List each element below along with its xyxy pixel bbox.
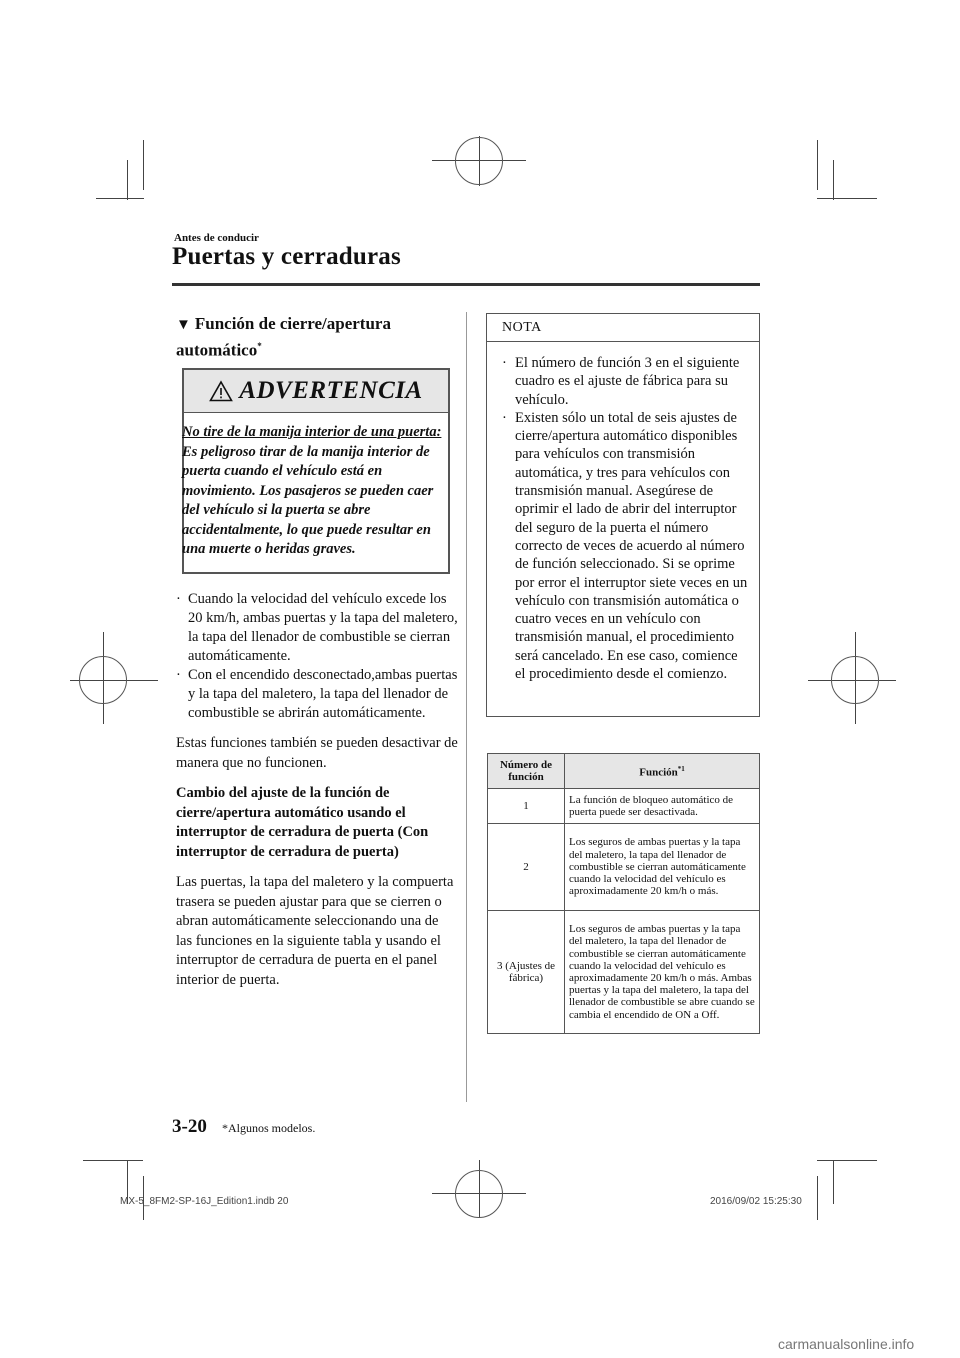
table-row: 1 La función de bloqueo automático de puerta puede ser desactivada. <box>488 789 760 824</box>
warning-title: ADVERTENCIA <box>239 377 423 404</box>
paragraph: Las puertas, la tapa del maletero y la compuerta trasera se pueden ajustar para que se cierren o abran automáticamente seleccionando una de las funciones en la siguiente tabla y usando el interruptor de cerradura de puerta en el panel interior de puerta. <box>176 874 454 988</box>
print-slug-date: 2016/09/02 15:25:30 <box>710 1196 802 1207</box>
list-item: · Con el encendido desconectado,ambas puertas y la tapa del maletero, la tapa del llenador de combustible se abrirán automáticamente. <box>176 667 458 721</box>
watermark: carmanualsonline.info <box>778 1336 915 1352</box>
warning-icon <box>209 380 233 402</box>
title-rule <box>172 283 760 286</box>
warning-box <box>182 368 450 574</box>
warning-body <box>182 413 448 560</box>
column-header-number: Número de función <box>488 754 565 789</box>
note-box <box>486 313 760 717</box>
page-title: Puertas y cerraduras <box>172 243 401 270</box>
footnote: *Algunos modelos. <box>222 1121 316 1135</box>
table-row: 2 Los seguros de ambas puertas y la tapa del maletero, la tapa del llenador de combustible se cierran automáticamente cuando la velocidad del vehículo es aproximadamente 20 km/h o más. <box>488 824 760 911</box>
subheading: Cambio del ajuste de la función de cierre/apertura automático usando el interruptor de cerradura de puerta (Con interruptor de cerradura de puerta) <box>176 785 429 860</box>
column-header-function: Función$^{*1}$ <box>565 754 760 789</box>
footnote-mark: * <box>257 341 262 351</box>
section-label: Antes de conducir <box>174 232 259 244</box>
triangle-icon: ▼ <box>176 317 191 333</box>
list-item: · Existen sólo un total de seis ajustes de cierre/apertura automático disponibles para vehículos con transmisión automática, y tres para vehículos con transmisión manual. Asegúrese de oprimir el lado de abrir del interruptor del seguro de la puerta el número correcto de veces de acuerdo al número de función seleccionado. Si se oprime por error el interruptor siete veces en un vehículo con transmisión automática o cuatro veces en un vehículo con transmisión manual, el procedimiento será cancelado. En ese caso, comience el procedimiento desde el comienzo. <box>502 409 748 683</box>
warning-header <box>184 370 448 413</box>
page-number: 3-20 <box>172 1116 207 1137</box>
warning-heading: No tire de la manija interior de una puerta: <box>182 424 442 440</box>
subsection-heading <box>176 313 456 361</box>
function-table <box>487 753 760 1034</box>
table-header-row <box>488 754 760 789</box>
print-slug-file: MX-5_8FM2-SP-16J_Edition1.indb 20 <box>120 1196 289 1207</box>
list-item: · El número de función 3 en el siguiente cuadro es el ajuste de fábrica para su vehículo. <box>502 355 740 408</box>
warning-text: Es peligroso tirar de la manija interior de puerta cuando el vehículo está en movimiento. Los pasajeros se pueden caer del vehículo si la puerta se abre accidentalmente, lo que puede resultar en una muerte o heridas graves. <box>182 443 434 557</box>
paragraph: Estas funciones también se pueden desactivar de manera que no funcionen. <box>176 735 458 771</box>
note-body <box>487 342 759 683</box>
column-divider <box>466 312 467 1102</box>
table-row: 3 (Ajustes de fábrica) Los seguros de ambas puertas y la tapa del maletero, la tapa del llenador de combustible se cierran automáticamente cuando la velocidad del vehículo es aproximadamente 20 km/h o más. Ambas puertas y la tapa del maletero, la tapa del llenador de combustible se abre cuando se cambia el encendido de ON a Off. <box>488 911 760 1034</box>
note-title: NOTA <box>487 314 759 342</box>
list-item: · Cuando la velocidad del vehículo excede los 20 km/h, ambas puertas y la tapa del maletero, la tapa del llenador de combustible se cierran automáticamente. <box>176 591 458 664</box>
bullet-list <box>176 590 458 990</box>
subsection-title: Función de cierre/apertura automático <box>176 314 391 360</box>
